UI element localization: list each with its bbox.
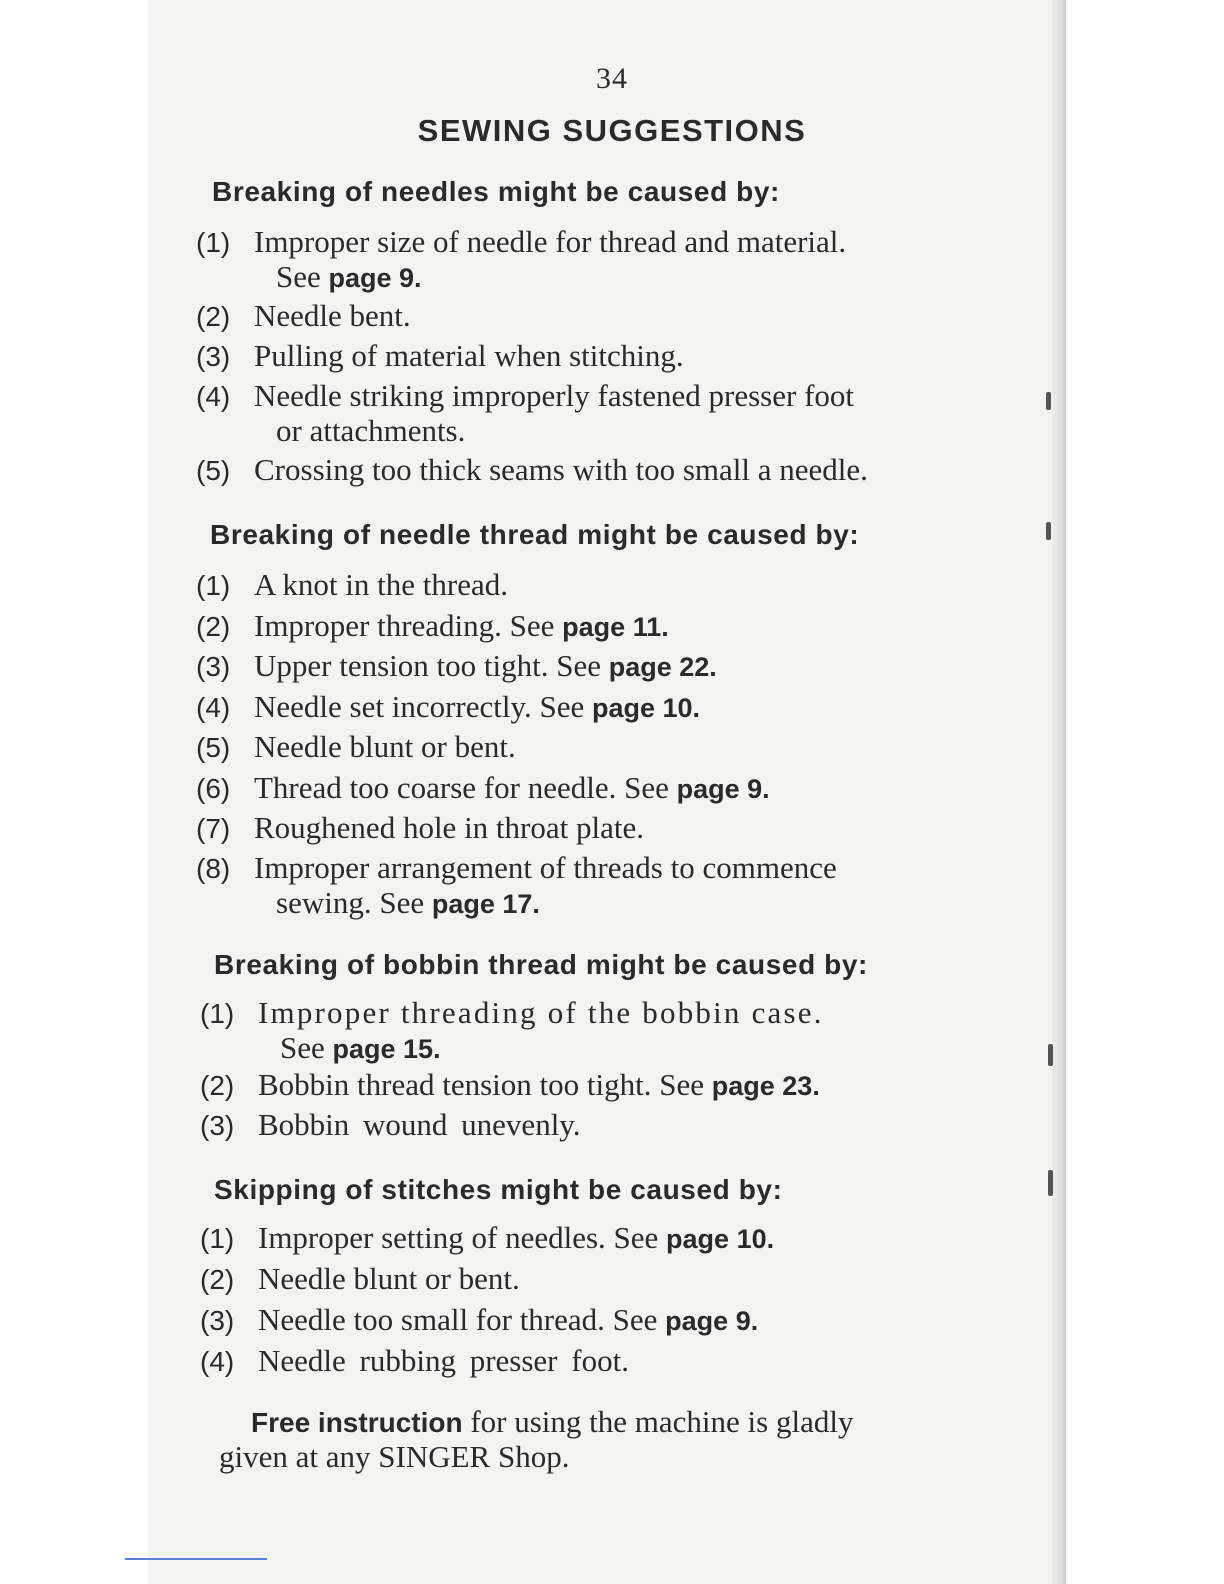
item-number: (1) <box>200 998 235 1029</box>
item-text: Crossing too thick seams with too small a needle. <box>254 452 868 487</box>
section-heading-skipping-stitches: Skipping of stitches might be caused by: <box>214 1174 783 1205</box>
item-number: (5) <box>196 732 231 763</box>
item-number: (4) <box>200 1346 235 1377</box>
page-reference: page 9. <box>676 774 770 804</box>
section-heading-bobbin-thread: Breaking of bobbin thread might be caused by: <box>214 949 868 980</box>
list-item <box>196 771 770 806</box>
scan-speck <box>1046 392 1051 410</box>
item-continuation: sewing. See page 17. <box>276 885 540 920</box>
item-text: Needle rubbing presser foot. <box>258 1343 629 1378</box>
page-reference: page 9. <box>665 1306 759 1336</box>
list-item <box>200 1262 520 1297</box>
page-reference: page 10. <box>666 1224 775 1254</box>
list-item <box>196 225 846 295</box>
footer-note-line-1: Free instruction for using the machine is gladly <box>251 1404 854 1439</box>
page-reference: page 22. <box>608 652 717 682</box>
scan-speck <box>1046 522 1051 540</box>
item-text: Improper threading. See <box>254 608 563 643</box>
item-text: Roughened hole in throat plate. <box>254 810 644 845</box>
item-text: Needle set incorrectly. See <box>254 689 592 724</box>
list-item <box>196 649 717 684</box>
item-text: Improper threading of the bobbin case. <box>258 995 824 1030</box>
page-reference: page 17. <box>431 889 540 919</box>
list-item <box>196 609 669 644</box>
list-item <box>196 851 837 921</box>
list-item <box>200 996 824 1066</box>
section-heading-needles: Breaking of needles might be caused by: <box>212 176 780 207</box>
list-item <box>196 299 411 334</box>
item-text: Needle too small for thread. See <box>258 1302 666 1337</box>
item-text: Pulling of material when stitching. <box>254 338 684 373</box>
list-item <box>200 1303 758 1338</box>
item-continuation: or attachments. <box>276 413 466 448</box>
item-text: Improper setting of needles. See <box>258 1220 667 1255</box>
item-number: (7) <box>196 813 231 844</box>
item-number: (3) <box>196 341 231 372</box>
item-continuation: See page 15. <box>280 1030 441 1065</box>
item-text: Needle blunt or bent. <box>254 729 516 764</box>
item-number: (3) <box>196 651 231 682</box>
item-number: (2) <box>196 301 231 332</box>
list-item <box>196 690 700 725</box>
page-reference: page 11. <box>562 612 669 642</box>
list-item <box>196 453 868 488</box>
section-heading-needle-thread: Breaking of needle thread might be caused by: <box>210 519 860 550</box>
scan-link-underline <box>125 1558 267 1560</box>
item-number: (4) <box>196 381 231 412</box>
footer-note <box>219 1405 1019 1474</box>
item-number: (8) <box>196 853 231 884</box>
list-item <box>200 1221 774 1256</box>
list-item <box>196 811 644 846</box>
item-number: (1) <box>196 570 231 601</box>
item-number: (2) <box>200 1070 235 1101</box>
list-item <box>196 339 684 374</box>
footer-note-lead: Free instruction <box>251 1407 463 1438</box>
item-number: (1) <box>196 227 231 258</box>
list-item <box>200 1344 629 1379</box>
item-text: A knot in the thread. <box>254 567 508 602</box>
list-item <box>196 379 854 448</box>
list-item <box>200 1108 581 1143</box>
page-reference: page 10. <box>591 693 701 723</box>
item-text: Needle striking improperly fastened presser foot <box>254 378 855 413</box>
item-number: (3) <box>200 1305 235 1336</box>
list-item <box>196 730 516 765</box>
page-number: 34 <box>596 62 628 95</box>
item-text: Needle bent. <box>254 298 411 333</box>
item-continuation: See page 9. <box>276 259 422 294</box>
item-text: Bobbin wound unevenly. <box>258 1107 581 1142</box>
page-fold-edge <box>1052 0 1066 1584</box>
item-number: (6) <box>196 773 231 804</box>
item-number: (2) <box>196 611 231 642</box>
item-text: Upper tension too tight. See <box>254 648 609 683</box>
footer-note-line-2: given at any SINGER Shop. <box>219 1439 570 1474</box>
item-text: Improper arrangement of threads to commence <box>254 850 837 885</box>
item-number: (1) <box>200 1223 235 1254</box>
page-reference: page 9. <box>328 263 422 293</box>
list-item <box>200 1068 820 1103</box>
scan-speck <box>1048 1170 1053 1196</box>
item-number: (4) <box>196 692 231 723</box>
list-item <box>196 568 508 603</box>
page-reference: page 15. <box>332 1034 441 1064</box>
scan-speck <box>1048 1044 1053 1066</box>
item-text: Needle blunt or bent. <box>258 1261 520 1296</box>
page-reference: page 23. <box>711 1071 820 1101</box>
item-text: Bobbin thread tension too tight. See <box>258 1067 712 1102</box>
item-number: (3) <box>200 1110 235 1141</box>
page-title: SEWING SUGGESTIONS <box>417 113 807 148</box>
item-text: Improper size of needle for thread and material. <box>254 224 847 259</box>
item-text: Thread too coarse for needle. See <box>254 770 677 805</box>
item-number: (5) <box>196 455 231 486</box>
item-number: (2) <box>200 1264 235 1295</box>
